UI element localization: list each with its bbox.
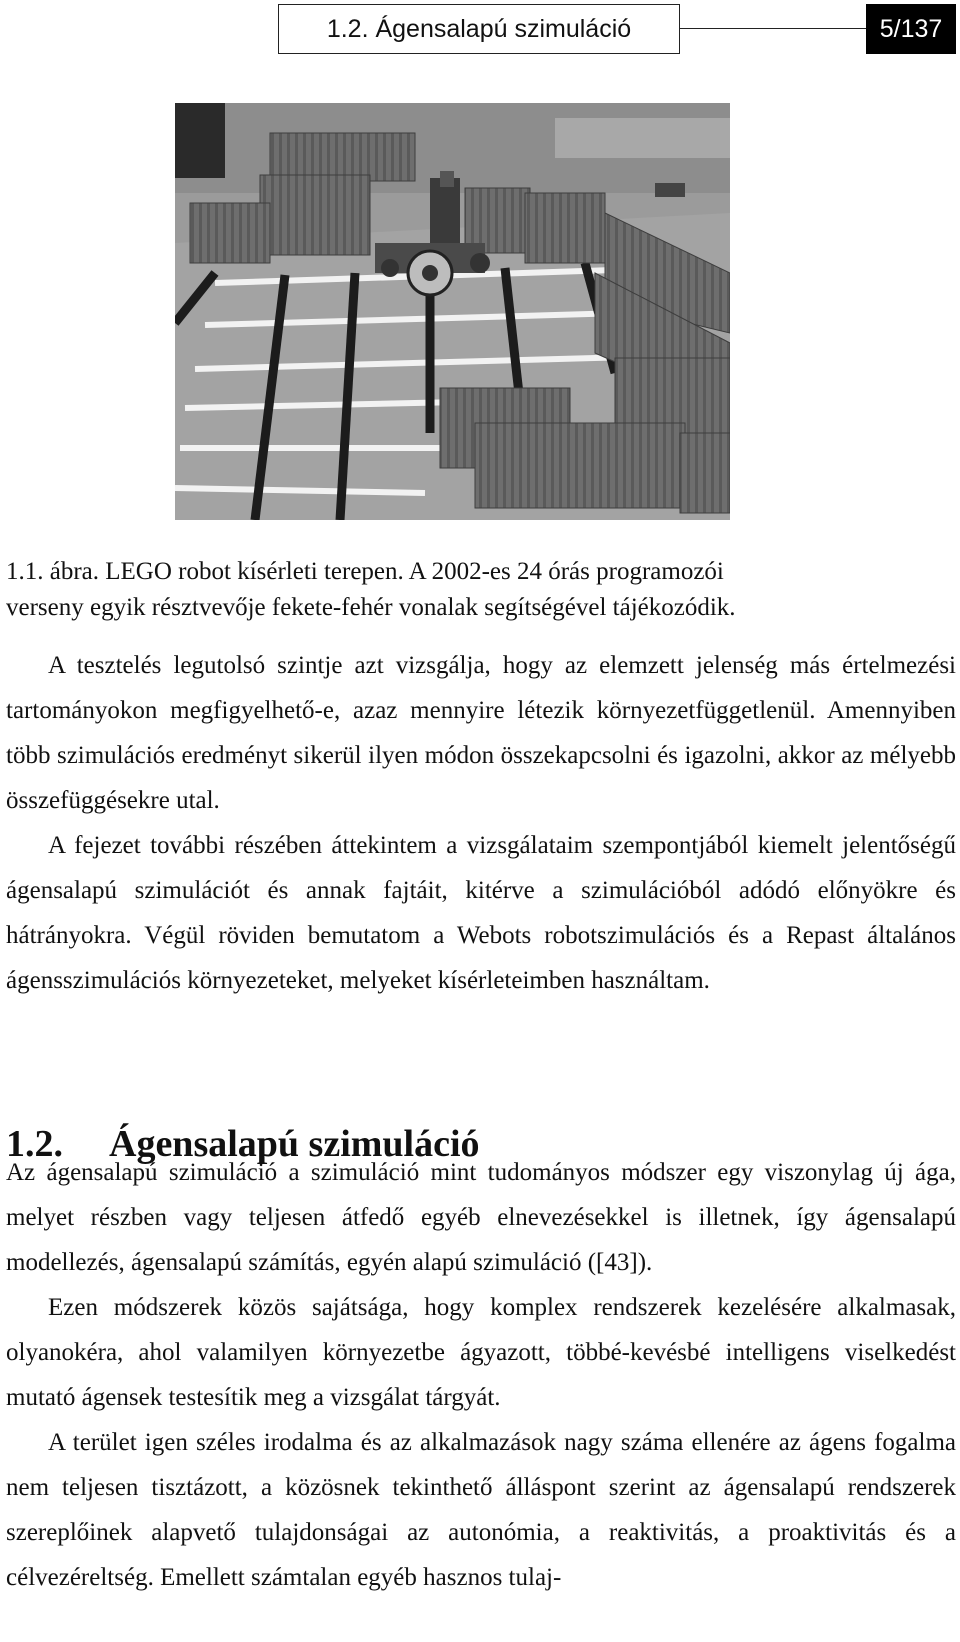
caption-line: verseny egyik résztvevője fekete-fehér vonalak segítségével tájékozódik. — [6, 594, 736, 621]
intro-text — [6, 643, 956, 1003]
page-number-box — [866, 4, 956, 54]
section-title: Ágensalapú szimuláció — [109, 1123, 480, 1165]
page-number: 5/137 — [879, 14, 943, 43]
figure-caption — [6, 554, 956, 626]
paragraph: A fejezet további részében áttekintem a vizsgálataim szempontjából kiemelt jelentőségű ágensalapú szimulációt és annak fajtáit, kitérve a szimulációból adódó előnyökre és hátrányokra. Végül röviden bemutatom a Webots robotszimulációs és a Repast általános ágensszimulációs környezeteket, melyeket kísérleteimben használtam. — [6, 832, 956, 994]
paragraph: Ezen módszerek közös sajátsága, hogy komplex rendszerek kezelésére alkalmasak, olyanokéra, ahol valamilyen környezetbe ágyazott, többé-kevésbé intelligens viselkedést mutató ágensek testesítik meg a vizsgálat tárgyát. — [6, 1294, 956, 1411]
section-number: 1.2. — [6, 1123, 63, 1165]
header-rule — [680, 28, 868, 29]
paragraph: A tesztelés legutolsó szintje azt vizsgálja, hogy az elemzett jelenség más értelmezési tartományokon megfigyelhető-e, azaz mennyire létezik környezetfüggetlenül. Amennyiben több szimulációs eredményt sikerül ilyen módon összekapcsolni és igazolni, akkor az mélyebb összefüggésekre utal. — [6, 652, 956, 814]
caption-line: 1.1. ábra. LEGO robot kísérleti terepen. A 2002-es 24 órás programozói — [6, 558, 724, 585]
running-header-section — [278, 4, 680, 54]
section-text — [6, 1150, 956, 1600]
paragraph: Az ágensalapú szimuláció a szimuláció mint tudományos módszer egy viszonylag új ága, melyet részben vagy teljesen átfedő egyéb elnevezésekkel is illetnek, így ágensalapú modellezés, ágensalapú számítás, egyén alapú szimuláció ([43]). — [6, 1159, 956, 1276]
running-header-title: 1.2. Ágensalapú szimuláció — [326, 14, 632, 43]
paragraph: A terület igen széles irodalma és az alkalmazások nagy száma ellenére az ágens fogalma nem teljesen tisztázott, a közösnek tekinthető álláspont szerint az ágensalapú rendszerek szereplőinek alapvető tulajdonságai az autonómia, a reaktivitás, a proaktivitás és a célvezéreltség. Emellett számtalan egyéb hasznos tulaj- — [6, 1429, 956, 1591]
lego-robot-photo — [175, 103, 730, 520]
